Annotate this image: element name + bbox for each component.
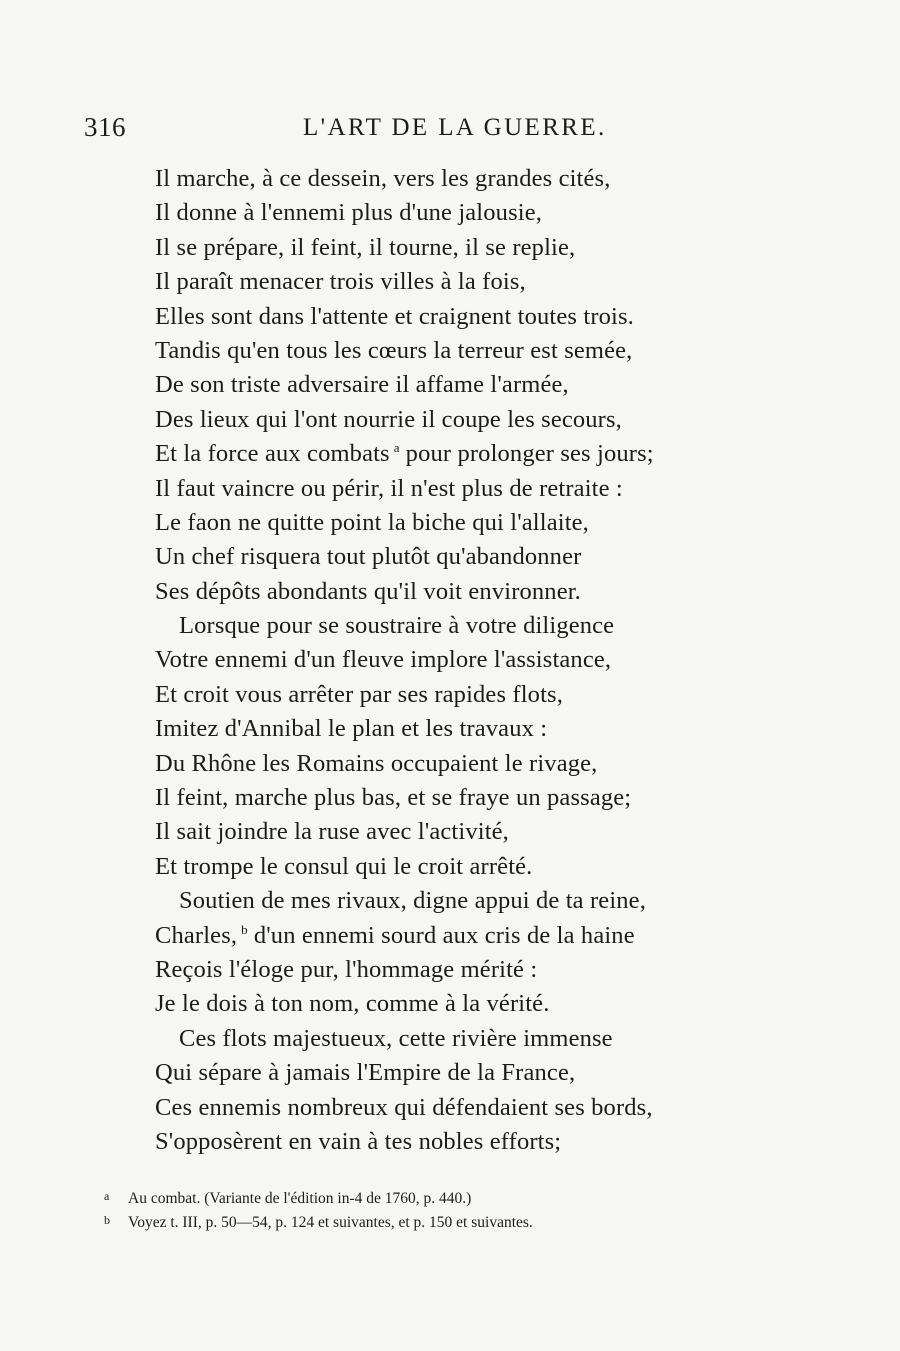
verse-line <box>155 1056 795 1090</box>
verse-line <box>155 472 795 506</box>
verse-text: De son triste adversaire il affame l'armée, <box>155 371 569 399</box>
verse-text: Je le dois à ton nom, comme à la vérité. <box>155 990 550 1018</box>
verse-line <box>155 953 795 987</box>
footnote-text: Voyez t. III, p. 50—54, p. 124 et suivantes, et p. 150 et suivantes. <box>128 1214 533 1231</box>
footnote-reference[interactable]: a <box>393 440 400 456</box>
verse-line <box>155 368 795 402</box>
verse-text: Et trompe le consul qui le croit arrêté. <box>155 852 533 880</box>
verse-text: Un chef risquera tout plutôt qu'abandonner <box>155 543 582 571</box>
page-number: 316 <box>84 112 126 142</box>
verse-text: Ses dépôts abondants qu'il voit environner. <box>155 577 581 605</box>
verse-text: Reçois l'éloge pur, l'hommage mérité : <box>155 955 538 983</box>
verse-line <box>155 403 795 437</box>
footnote-text: Au combat. (Variante de l'édition in-4 de 1760, p. 440.) <box>128 1190 472 1207</box>
verse-line <box>155 334 795 368</box>
verse-line <box>155 987 795 1021</box>
verse-text: Il sait joindre la ruse avec l'activité, <box>155 818 509 846</box>
footnote-b <box>104 1208 804 1232</box>
verse-line <box>155 850 795 884</box>
verse-text: Ces flots majestueux, cette rivière immense <box>179 1024 613 1052</box>
footnotes <box>104 1184 804 1232</box>
verse-line <box>155 747 795 781</box>
footnote-mark: a <box>104 1189 110 1203</box>
verse-text: Il marche, à ce dessein, vers les grandes cités, <box>155 165 611 192</box>
verse-text-continued: pour prolonger ses jours; <box>405 440 654 468</box>
verse-line <box>155 678 795 712</box>
verse-line <box>155 540 795 574</box>
verse-line <box>155 300 795 334</box>
verse-text: Soutien de mes rivaux, digne appui de ta reine, <box>179 887 646 915</box>
verse-line <box>155 815 795 849</box>
verse-line <box>155 781 795 815</box>
verse-text: Imitez d'Annibal le plan et les travaux : <box>155 715 548 743</box>
verse-line <box>155 1125 795 1159</box>
verse-text: Il donne à l'ennemi plus d'une jalousie, <box>155 199 543 227</box>
verse-line <box>155 1022 795 1056</box>
verse-text: Qui sépare à jamais l'Empire de la France, <box>155 1059 576 1087</box>
verse-text: Il paraît menacer trois villes à la fois, <box>155 268 526 296</box>
verse-text: Il feint, marche plus bas, et se fraye un passage; <box>155 784 632 812</box>
verse-line <box>155 265 795 299</box>
verse-line <box>155 506 795 540</box>
verse-text: Ces ennemis nombreux qui défendaient ses bords, <box>155 1093 653 1121</box>
verse-text: Il faut vaincre ou périr, il n'est plus de retraite : <box>155 474 623 502</box>
verse-text-continued: d'un ennemi sourd aux cris de la haine <box>253 921 635 949</box>
verse-line <box>155 712 795 746</box>
verse-text: Votre ennemi d'un fleuve implore l'assistance, <box>155 646 612 674</box>
verse-text: Tandis qu'en tous les cœurs la terreur est semée, <box>155 336 633 364</box>
verse-text: Des lieux qui l'ont nourrie il coupe les secours, <box>155 405 622 433</box>
verse-line <box>155 643 795 677</box>
verse-line <box>155 162 795 196</box>
verse-text: Lorsque pour se soustraire à votre diligence <box>179 612 615 640</box>
verse-line <box>155 884 795 918</box>
verse-line <box>155 919 795 953</box>
verse-text: Elles sont dans l'attente et craignent toutes trois. <box>155 302 634 330</box>
verse-line <box>155 609 795 643</box>
verse-text: Et croit vous arrêter par ses rapides flots, <box>155 680 563 708</box>
verse-text: Il se prépare, il feint, il tourne, il se replie, <box>155 233 576 261</box>
running-title: L'ART DE LA GUERRE. <box>303 114 607 141</box>
footnote-reference[interactable]: b <box>241 921 248 937</box>
verse-text: Le faon ne quitte point la biche qui l'allaite, <box>155 508 589 536</box>
footnote-a <box>104 1184 804 1208</box>
verse-text: Charles, <box>155 921 238 949</box>
verse-block <box>155 162 795 1159</box>
footnote-mark: b <box>104 1213 110 1227</box>
verse-line <box>155 1091 795 1125</box>
verse-text: S'opposèrent en vain à tes nobles efforts; <box>155 1127 562 1155</box>
verse-text: Du Rhône les Romains occupaient le rivage, <box>155 749 598 777</box>
verse-line <box>155 231 795 265</box>
verse-line <box>155 437 795 471</box>
verse-line <box>155 575 795 609</box>
running-head <box>0 112 900 152</box>
verse-text: Et la force aux combats <box>155 440 390 468</box>
verse-line <box>155 196 795 230</box>
